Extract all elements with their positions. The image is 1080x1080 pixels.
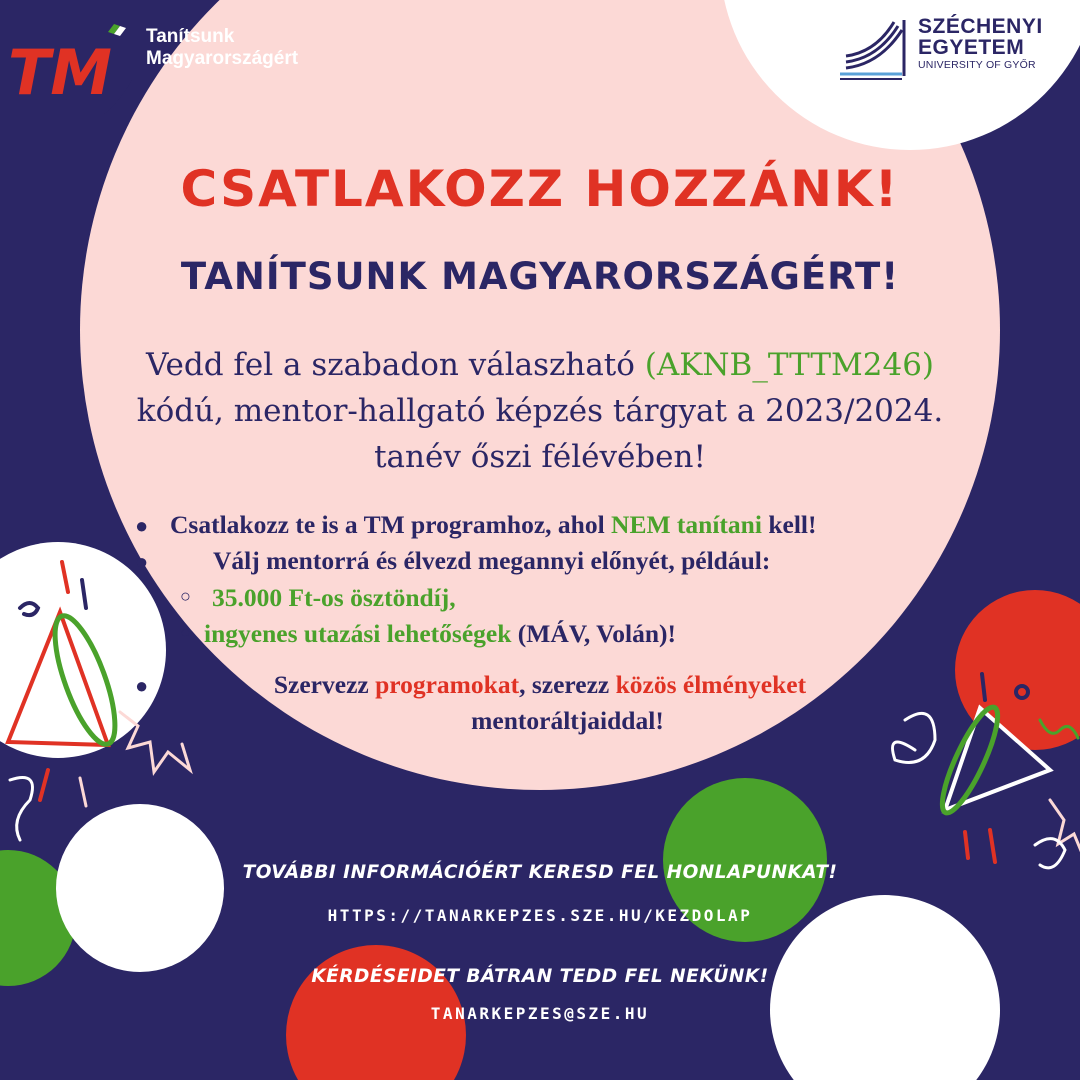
tm-logo — [0, 0, 340, 120]
intro-line2: kódú, mentor-hallgató képzés tárgyat a 2023/2024. — [136, 393, 944, 429]
email-link[interactable]: TANARKEPZES@SZE.HU — [430, 1004, 650, 1023]
intro-line1 — [60, 342, 1020, 388]
website-link[interactable]: HTTPS://TANARKEPZES.SZE.HU/KEZDOLAP — [327, 906, 753, 925]
sub-bullet-circle: ○ — [180, 622, 191, 642]
svg-text:TM: TM — [8, 36, 112, 109]
intro-part1: Vedd fel a szabadon válaszható — [145, 347, 645, 383]
sub-bullet-2: ingyenes utazási lehetőségek (MÁV, Volán)! — [204, 619, 676, 648]
bullet-3-highlight-1: programokat — [375, 670, 520, 699]
intro-paragraph — [60, 342, 1020, 480]
headline-title: CSATLAKOZZ HOZZÁNK! — [180, 160, 900, 218]
bullet-1-highlight: NEM tanítani — [611, 510, 762, 539]
question-heading: KÉRDÉSEIDET BÁTRAN TEDD FEL NEKÜNK! — [311, 966, 769, 987]
sze-logo — [830, 10, 1070, 80]
sze-logo-mark — [836, 16, 906, 80]
bullet-dot: ● — [135, 549, 149, 574]
intro-line3: tanév őszi félévében! — [374, 439, 706, 475]
bullet-dot: ● — [135, 673, 149, 698]
bullet-dot: ● — [135, 513, 149, 538]
course-code: (AKNB_TTTM246) — [644, 347, 935, 383]
tm-logo-mark — [4, 14, 132, 114]
sze-logo-name-line2: EGYETEM — [918, 36, 1025, 59]
bottom-left-white-circle — [56, 804, 224, 972]
bullet-3-line1: Szervezz programokat, szerezz közös élményeket — [273, 670, 807, 699]
bullet-3-highlight-2: közös élményeket — [615, 670, 807, 699]
sze-logo-sub: UNIVERSITY OF GYŐR — [918, 59, 1036, 71]
bullet-1: Csatlakozz te is a TM programhoz, ahol NEM tanítani kell! — [170, 510, 817, 539]
sze-logo-name-line1: SZÉCHENYI — [918, 15, 1043, 38]
headline-subtitle: TANÍTSUNK MAGYARORSZÁGÉRT! — [180, 255, 900, 298]
tm-logo-line2: Magyarországért — [146, 48, 299, 69]
sub-bullet-circle: ○ — [180, 586, 191, 606]
bullet-3-line2: mentoráltjaiddal! — [471, 706, 664, 735]
info-heading: TOVÁBBI INFORMÁCIÓÉRT KERESD FEL HONLAPUNKAT! — [242, 862, 838, 883]
bullet-2: Válj mentorrá és élvezd megannyi előnyét, például: — [213, 546, 771, 575]
sub-bullet-1: 35.000 Ft-os ösztöndíj, — [212, 583, 456, 612]
tm-logo-line1: Tanítsunk — [146, 26, 235, 47]
